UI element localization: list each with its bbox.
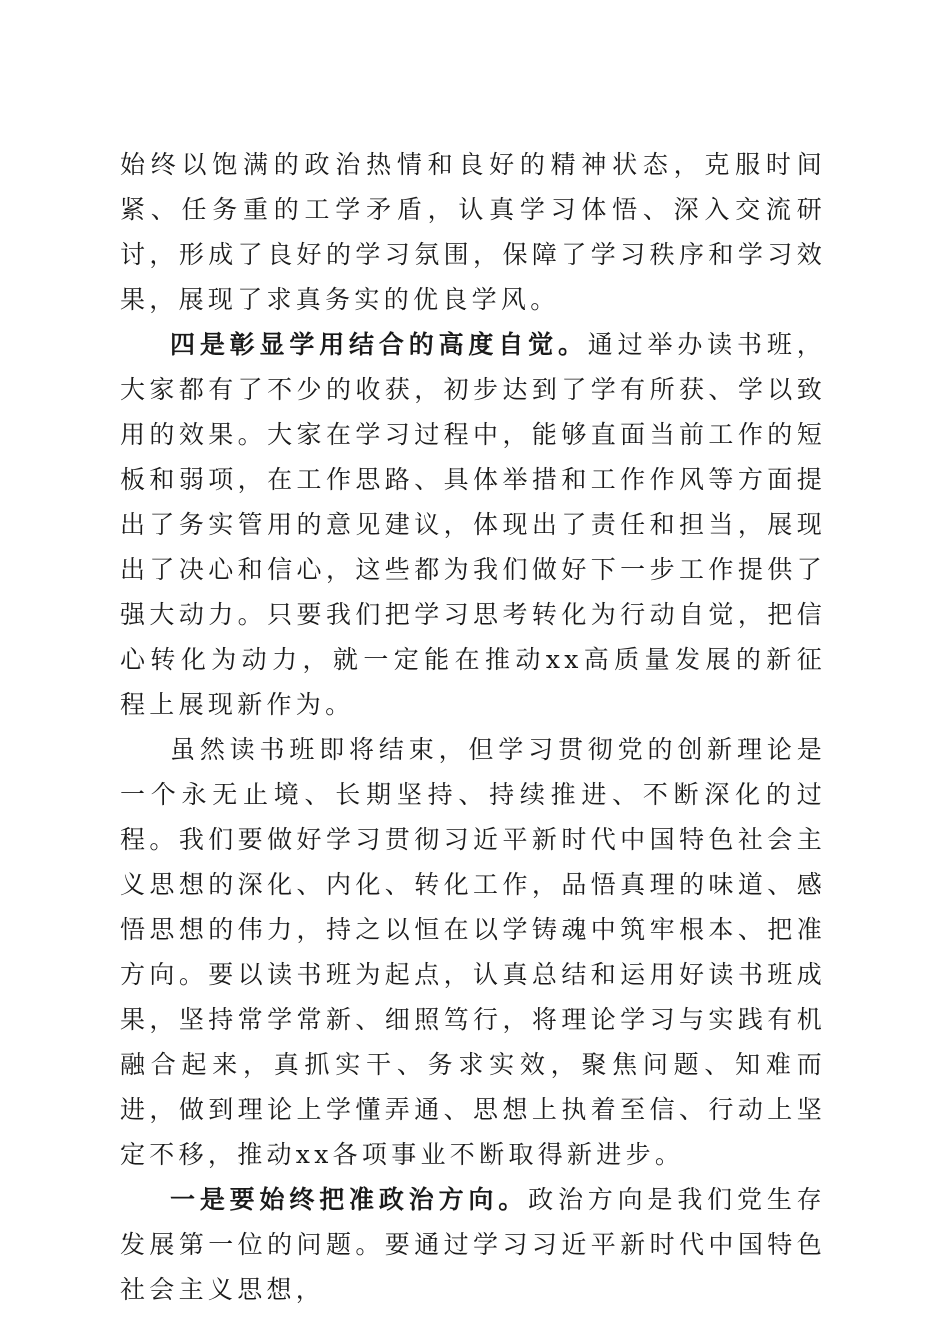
paragraph-lead-heading: 一是要始终把准政治方向。 bbox=[170, 1185, 529, 1214]
paragraph-point-four bbox=[120, 322, 826, 727]
paragraph-continuation bbox=[120, 142, 826, 322]
paragraph-text: 始终以饱满的政治热情和良好的精神状态，克服时间紧、任务重的工学矛盾，认真学习体悟、深入交流研讨，形成了良好的学习氛围，保障了学习秩序和学习效果，展现了求真务实的优良学风。 bbox=[120, 150, 826, 314]
paragraph-lead-heading: 四是彰显学用结合的高度自觉。 bbox=[170, 330, 588, 359]
paragraph-point-one bbox=[120, 1177, 826, 1312]
paragraph-text: 虽然读书班即将结束，但学习贯彻党的创新理论是一个永无止境、长期坚持、持续推进、不断深化的过程。我们要做好学习贯彻习近平新时代中国特色社会主义思想的深化、内化、转化工作，品悟真理的味道、感悟思想的伟力，持之以恒在以学铸魂中筑牢根本、把准方向。要以读书班为起点，认真总结和运用好读书班成果，坚持常学常新、细照笃行，将理论学习与实践有机融合起来，真抓实干、务求实效，聚焦问题、知难而进，做到理论上学懂弄通、思想上执着至信、行动上坚定不移，推动xx各项事业不断取得新进步。 bbox=[120, 735, 826, 1169]
document-body bbox=[120, 142, 826, 1312]
paragraph-text: 政治方向是我们党生存发展第一位的问题。要通过学习习近平新时代中国特色社会主义思想， bbox=[120, 1185, 826, 1304]
paragraph-conclusion bbox=[120, 727, 826, 1177]
paragraph-text: 通过举办读书班，大家都有了不少的收获，初步达到了学有所获、学以致用的效果。大家在学习过程中，能够直面当前工作的短板和弱项，在工作思路、具体举措和工作作风等方面提出了务实管用的意见建议，体现出了责任和担当，展现出了决心和信心，这些都为我们做好下一步工作提供了强大动力。只要我们把学习思考转化为行动自觉，把信心转化为动力，就一定能在推动xx高质量发展的新征程上展现新作为。 bbox=[120, 330, 826, 719]
